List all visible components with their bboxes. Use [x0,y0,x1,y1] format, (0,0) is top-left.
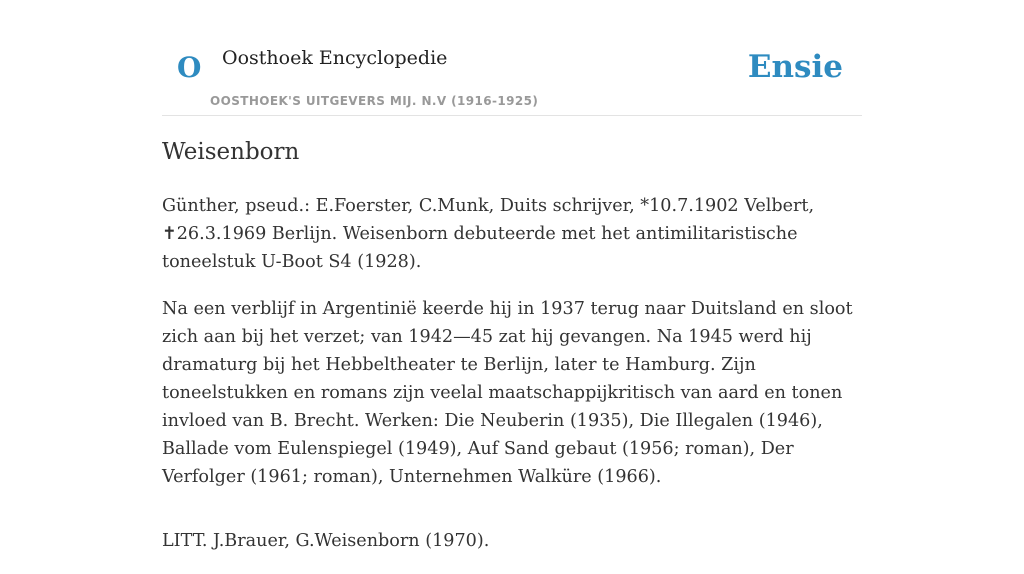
article-title: Weisenborn [162,139,300,165]
literature-reference: LITT. J.Brauer, G.Weisenborn (1970). [162,531,490,551]
article-paragraph: Günther, pseud.: E.Foerster, C.Munk, Duits schrijver, *10.7.1902 Velbert, ✝26.3.1969 Berlijn. Weisenborn debuteerde met het antimilitaristische toneelstuk U-Boot S4 (1928). [162,196,815,272]
source-logo[interactable]: O [177,51,202,84]
ensie-logo-link[interactable]: Ensie [747,49,843,85]
article-body [162,192,862,574]
source-header [162,36,862,116]
source-subtitle: OOSTHOEK'S UITGEVERS MIJ. N.V (1916-1925) [210,94,539,108]
article-paragraph: Na een verblijf in Argentinië keerde hij in 1937 terug naar Duitsland en sloot zich aan bij het verzet; van 1942—45 zat hij gevangen. Na 1945 werd hij dramaturg bij het Hebbeltheater te Berlijn, later te Hamburg. Zijn toneelstukken en romans zijn veelal maatschappijkritisch van aard en tonen invloed van B. Brecht. Werken: Die Neuberin (1935), Die Illegalen (1946), Ballade vom Eulenspiegel (1949), Auf Sand gebaut (1956; roman), Der Verfolger (1961; roman), Unternehmen Walküre (1966). [162,299,853,487]
source-title-link[interactable]: Oosthoek Encyclopedie [222,47,448,69]
